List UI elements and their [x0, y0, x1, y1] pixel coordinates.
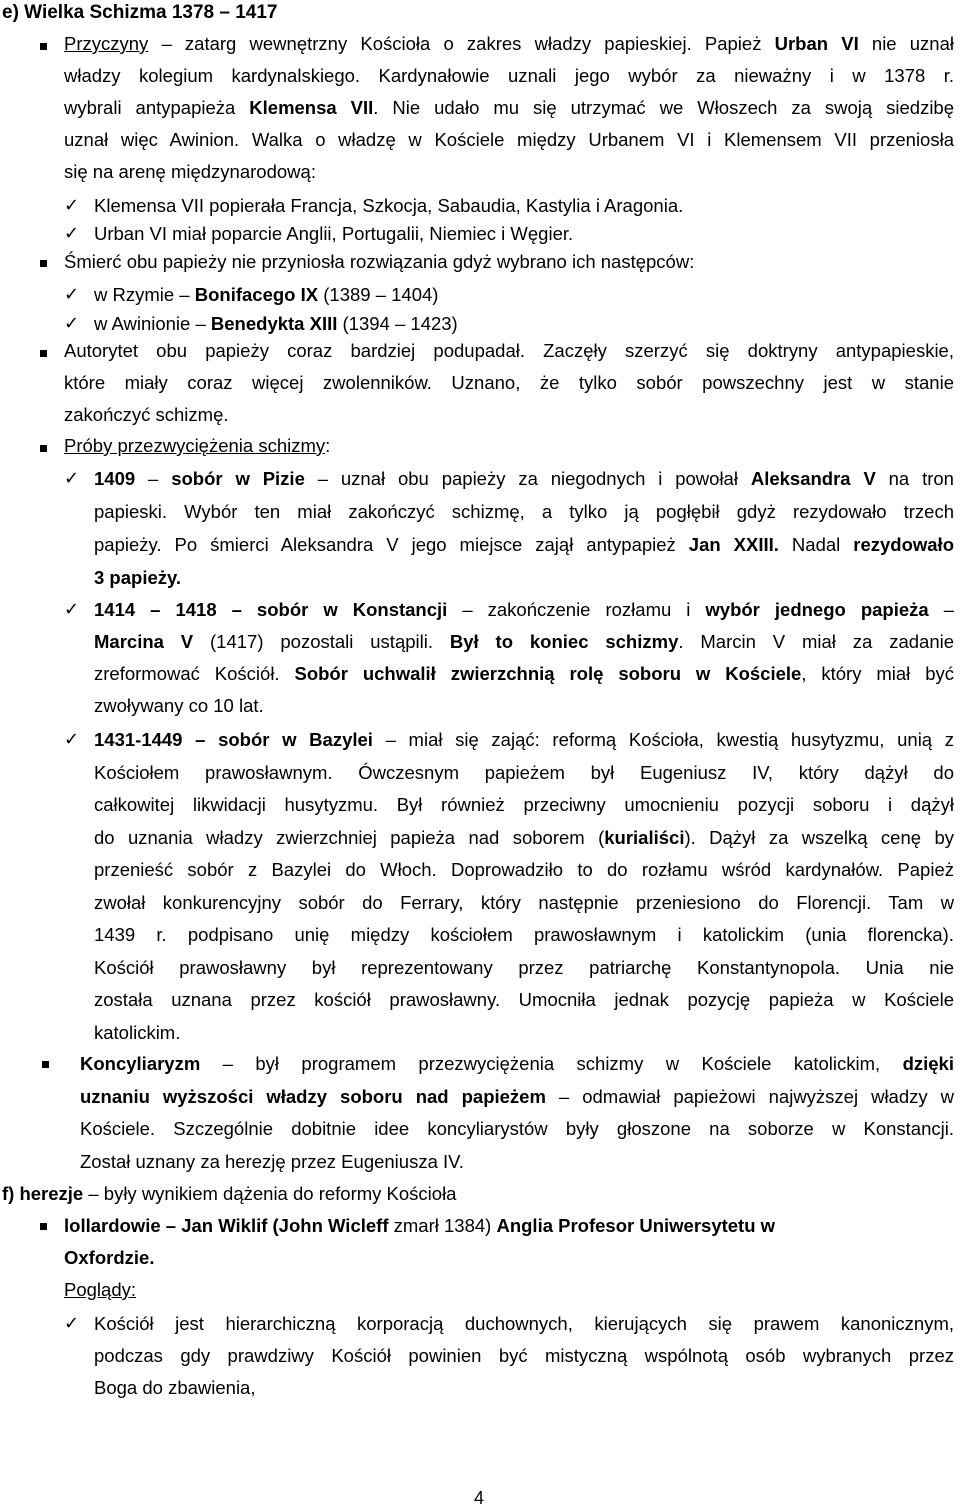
- view-paragraph: Kościół jest hierarchiczną korporacją duchownych, kierujących się prawem kanonicznym, podczas gdy prawdziwy Kościół powinien być mistyczną wspólnotą osób wybranych przez Boga do zbawienia,: [94, 1313, 954, 1398]
- causes-label: Przyczyny: [64, 33, 149, 54]
- checkmark-icon: ✓: [64, 729, 80, 750]
- square-bullet-icon: [40, 260, 47, 267]
- section-f-heading: f) herezje – były wynikiem dążenia do reformy Kościoła: [2, 1183, 457, 1204]
- death-line: Śmierć obu papieży nie przyniosła rozwiązania gdyż wybrano ich następców:: [64, 251, 695, 272]
- lollards-paragraph: lollardowie – Jan Wiklif (John Wicleff zmarł 1384) Anglia Profesor Uniwersytetu w Oxfordzie. Poglądy:: [64, 1215, 954, 1311]
- checkmark-icon: ✓: [64, 223, 80, 244]
- checkmark-icon: ✓: [64, 599, 80, 620]
- page-number: 4: [474, 1488, 485, 1508]
- section-e-heading: e) Wielka Schizma 1378 – 1417: [2, 2, 278, 23]
- checkmark-icon: ✓: [64, 284, 80, 305]
- support-item: Klemensa VII popierała Francja, Szkocja, Sabaudia, Kastylia i Aragonia.: [94, 195, 684, 216]
- conciliarism-paragraph: Koncyliaryzm – był programem przezwyciężenia schizmy w Kościele katolickim, dzięki uznaniu wyższości władzy soboru nad papieżem – odmawiał papieżowi najwyższej władzy w Kościele. Szczególnie dobitnie idee koncyliarystów były głoszone na soborze w Konstancji. Został uznany za herezję przez Eugeniusza IV.: [80, 1053, 954, 1172]
- causes-paragraph: Przyczyny – zatarg wewnętrzny Kościoła o zakres władzy papieskiej. Papież Urban VI nie uznał władzy kolegium kardynalskiego. Kardynałowie uznali jego wybór za nieważny i w 1378 r. wybrali antypapieża Klemensa VII. Nie udało mu się utrzymać we Włoszech za swoją siedzibę uznał więc Awinion. Walka o władzę w Kościele między Urbanem VI i Klemensem VII przeniosła się na arenę międzynarodową:: [64, 33, 955, 182]
- checkmark-icon: ✓: [64, 313, 80, 334]
- square-bullet-icon: [42, 1061, 49, 1068]
- basel-paragraph: 1431-1449 – sobór w Bazylei – miał się zająć: reformą Kościoła, kwestią husytyzmu, unią z Kościołem prawosławnym. Ówczesnym papieżem był Eugeniusz IV, który dążył do całkowitej likwidacji husytyzmu. Był również przeciwny umocnieniu pozycji soboru i dążył do uznania władzy zwierzchniej papieża nad soborem (kurialiści). Dążył za wszelką cenę by przenieść sobór z Bazylei do Włoch. Doprowadziło to do rozłamu wśród kardynałów. Papież zwołał konkurencyjny sobór do Ferrary, który następnie przeniesiono do Florencji. Tam w 1439 r. podpisano unię między kościołem prawosławnym i katolickim (unia florencka). Kościół prawosławny był reprezentowany przez patriarchę Konstantynopola. Unia nie została uznana przez kościół prawosławny. Umocniła jednak pozycję papieża w Kościele katolickim.: [94, 729, 954, 1043]
- successor-avignon: w Awinionie – Benedykta XIII (1394 – 1423): [94, 313, 458, 334]
- square-bullet-icon: [40, 445, 47, 452]
- square-bullet-icon: [40, 1223, 47, 1230]
- square-bullet-icon: [40, 43, 47, 50]
- square-bullet-icon: [40, 350, 47, 357]
- pisa-paragraph: 1409 – sobór w Pizie – uznał obu papieży za niegodnych i powołał Aleksandra V na tron papieski. Wybór ten miał zakończyć schizmę, a tylko ją pogłębił gdyż rezydowało trzech papieży. Po śmierci Aleksandra V jego miejsce zajął antypapież Jan XXIII. Nadal rezydowało 3 papieży.: [94, 468, 954, 588]
- support-item: Urban VI miał poparcie Anglii, Portugalii, Niemiec i Węgier.: [94, 223, 574, 244]
- checkmark-icon: ✓: [64, 1313, 80, 1334]
- attempts-heading: Próby przezwyciężenia schizmy:: [64, 435, 331, 456]
- successor-rome: w Rzymie – Bonifacego IX (1389 – 1404): [94, 284, 439, 305]
- views-label: Poglądy:: [64, 1279, 136, 1300]
- constance-paragraph: 1414 – 1418 – sobór w Konstancji – zakończenie rozłamu i wybór jednego papieża – Marcina V (1417) pozostali ustąpili. Był to koniec schizmy. Marcin V miał za zadanie zreformować Kościół. Sobór uchwalił zwierzchnią rolę soboru w Kościele, który miał być zwoływany co 10 lat.: [94, 599, 955, 716]
- checkmark-icon: ✓: [64, 468, 80, 489]
- authority-paragraph: Autorytet obu papieży coraz bardziej podupadał. Zaczęły szerzyć się doktryny antypapieskie, które miały coraz więcej zwolenników. Uznano, że tylko sobór powszechny jest w stanie zakończyć schizmę.: [64, 340, 954, 425]
- checkmark-icon: ✓: [64, 195, 80, 216]
